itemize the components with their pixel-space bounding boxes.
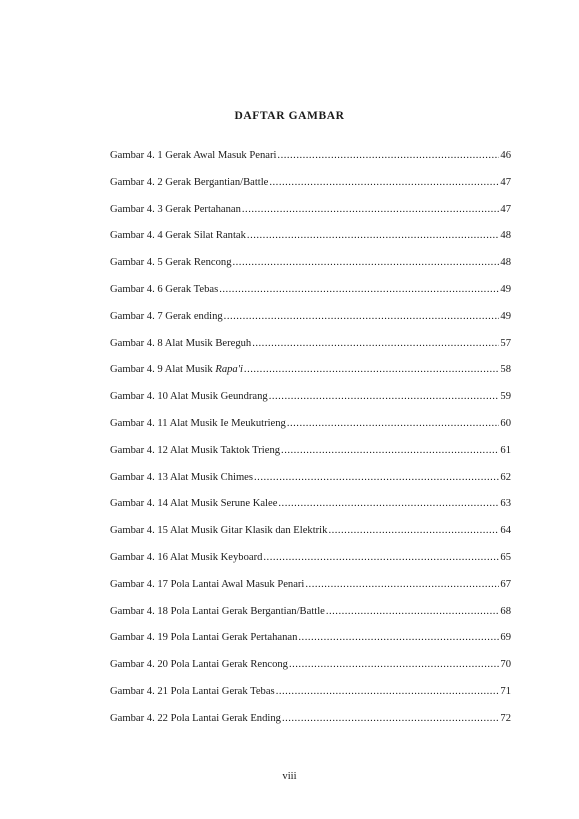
toc-entry-page-number: 68 — [500, 605, 511, 617]
toc-entry-label-text: Gambar 4. 9 Alat Musik — [110, 364, 216, 376]
toc-entry-label-text: Gambar 4. 16 Alat Musik Keyboard — [110, 551, 263, 563]
toc-entry[interactable] — [110, 230, 511, 257]
toc-entry-page-number: 59 — [500, 391, 511, 403]
toc-entry-label-text: Gambar 4. 1 Gerak Awal Masuk Penari — [110, 150, 277, 161]
toc-entry-label-text: Gambar 4. 7 Gerak ending — [110, 310, 223, 322]
toc-entry-label — [110, 713, 281, 724]
toc-entry[interactable] — [110, 284, 511, 311]
toc-entry-label-text: Gambar 4. 19 Pola Lantai Gerak Pertahanan — [110, 632, 298, 644]
toc-entry-label — [110, 632, 297, 643]
toc-entry-page-number: 61 — [500, 444, 511, 456]
toc-entry-label-text: Gambar 4. 21 Pola Lantai Gerak Tebas — [110, 685, 275, 697]
dot-leader — [328, 525, 499, 536]
toc-entry-label — [110, 606, 325, 617]
toc-entry-page-number: 47 — [500, 203, 511, 215]
dot-leader — [326, 606, 500, 617]
toc-entry[interactable] — [110, 445, 511, 472]
toc-entry-label — [110, 338, 251, 349]
toc-entry[interactable] — [110, 713, 511, 740]
toc-entry-label-text: Gambar 4. 20 Pola Lantai Gerak Rencong — [110, 659, 288, 671]
toc-entry-label — [110, 257, 232, 268]
toc-entry-label — [110, 391, 268, 402]
dot-leader — [263, 552, 499, 563]
toc-entry-label — [110, 498, 277, 509]
dot-leader — [305, 579, 499, 590]
dot-leader — [276, 686, 500, 697]
toc-entry-page-number: 63 — [500, 498, 511, 510]
dot-leader — [281, 445, 499, 456]
toc-entry-label — [110, 686, 275, 697]
toc-entry-label — [110, 311, 223, 322]
dot-leader — [242, 204, 500, 215]
dot-leader — [298, 632, 499, 643]
toc-entry-page-number: 48 — [500, 257, 511, 269]
toc-entry-page-number: 47 — [500, 176, 511, 188]
toc-entry-label-text: Gambar 4. 12 Alat Musik Taktok Trieng — [110, 444, 281, 456]
toc-entry-label — [110, 659, 288, 670]
toc-entry-label-text: Gambar 4. 4 Gerak Silat Rantak — [110, 230, 246, 242]
toc-entry-page-number: 58 — [500, 364, 511, 376]
toc-entry[interactable] — [110, 686, 511, 713]
toc-entry-label — [110, 418, 286, 429]
toc-entry-label-text: Gambar 4. 5 Gerak Rencong — [110, 257, 232, 269]
dot-leader — [269, 177, 499, 188]
toc-entry[interactable] — [110, 659, 511, 686]
toc-entry[interactable] — [110, 257, 511, 284]
toc-entry-label-text: Gambar 4. 6 Gerak Tebas — [110, 283, 219, 295]
toc-entry-page-number: 71 — [500, 685, 511, 697]
toc-entry-page-number: 69 — [500, 632, 511, 644]
toc-entry-label — [110, 204, 241, 215]
dot-leader — [247, 230, 499, 241]
dot-leader — [282, 713, 499, 724]
toc-entry-label-italic: Rapa'i — [215, 364, 243, 376]
toc-entry-label — [110, 472, 253, 483]
toc-entry-label-text: Gambar 4. 10 Alat Musik Geundrang — [110, 391, 268, 403]
toc-entry-label-text: Gambar 4. 17 Pola Lantai Awal Masuk Penari — [110, 578, 305, 590]
dot-leader — [289, 659, 499, 670]
toc-entry-page-number: 49 — [500, 283, 511, 295]
toc-entry[interactable] — [110, 364, 511, 391]
toc-entry-label-text: Gambar 4. 13 Alat Musik Chimes — [110, 471, 254, 483]
toc-entry[interactable] — [110, 498, 511, 525]
toc-entry-label — [110, 552, 262, 563]
toc-entry-label — [110, 364, 243, 375]
dot-leader — [277, 150, 499, 161]
page-title: DAFTAR GAMBAR — [234, 110, 345, 122]
toc-entry[interactable] — [110, 338, 511, 365]
toc-entry-label-text: Gambar 4. 22 Pola Lantai Gerak Ending — [110, 712, 281, 724]
toc-entry[interactable] — [110, 204, 511, 231]
toc-entry-page-number: 72 — [500, 712, 511, 724]
toc-entry[interactable] — [110, 177, 511, 204]
toc-entry-label — [110, 150, 276, 161]
toc-entry-label-text: Gambar 4. 11 Alat Musik Ie Meukutrieng — [110, 417, 286, 429]
toc-entry-label-text: Gambar 4. 15 Alat Musik Gitar Klasik dan Elektrik — [110, 525, 328, 537]
toc-entry-label-text: Gambar 4. 14 Alat Musik Serune Kalee — [110, 498, 278, 510]
toc-entry-page-number: 64 — [500, 525, 511, 537]
toc-entry[interactable] — [110, 606, 511, 633]
toc-entry-page-number: 46 — [500, 150, 511, 161]
toc-entry-page-number: 48 — [500, 230, 511, 242]
dot-leader — [269, 391, 500, 402]
dot-leader — [244, 364, 499, 375]
dot-leader — [224, 311, 500, 322]
dot-leader — [254, 472, 499, 483]
toc-entry-page-number: 62 — [500, 471, 511, 483]
toc-entry[interactable] — [110, 525, 511, 552]
toc-entry-label-text: Gambar 4. 18 Pola Lantai Gerak Bergantian/Battle — [110, 605, 325, 617]
dot-leader — [252, 338, 499, 349]
toc-entry[interactable] — [110, 311, 511, 338]
toc-entry[interactable] — [110, 552, 511, 579]
dot-leader — [233, 257, 500, 268]
toc-entry[interactable] — [110, 418, 511, 445]
toc-entry-page-number: 65 — [500, 551, 511, 563]
toc-entry-label — [110, 284, 218, 295]
toc-entry-page-number: 70 — [500, 659, 511, 671]
toc-entry-label — [110, 230, 246, 241]
toc-entry[interactable] — [110, 150, 511, 177]
toc-entry-page-number: 49 — [500, 310, 511, 322]
toc-entry-label-text: Gambar 4. 8 Alat Musik Bereguh — [110, 337, 252, 349]
dot-leader — [287, 418, 500, 429]
toc-entry-label — [110, 579, 304, 590]
toc-entry-label — [110, 525, 327, 536]
toc-entry-label-text: Gambar 4. 2 Gerak Bergantian/Battle — [110, 176, 269, 188]
toc-entry[interactable] — [110, 579, 511, 606]
list-of-figures — [110, 150, 511, 740]
toc-entry-page-number: 60 — [500, 417, 511, 429]
toc-entry[interactable] — [110, 472, 511, 499]
toc-entry[interactable] — [110, 391, 511, 418]
toc-entry-label-text: Gambar 4. 3 Gerak Pertahanan — [110, 203, 241, 215]
toc-entry-label — [110, 177, 268, 188]
toc-entry-label — [110, 445, 280, 456]
toc-entry[interactable] — [110, 632, 511, 659]
toc-entry-page-number: 67 — [500, 578, 511, 590]
page-number: viii — [282, 771, 297, 782]
toc-entry-page-number: 57 — [500, 337, 511, 349]
dot-leader — [219, 284, 499, 295]
dot-leader — [278, 498, 499, 509]
